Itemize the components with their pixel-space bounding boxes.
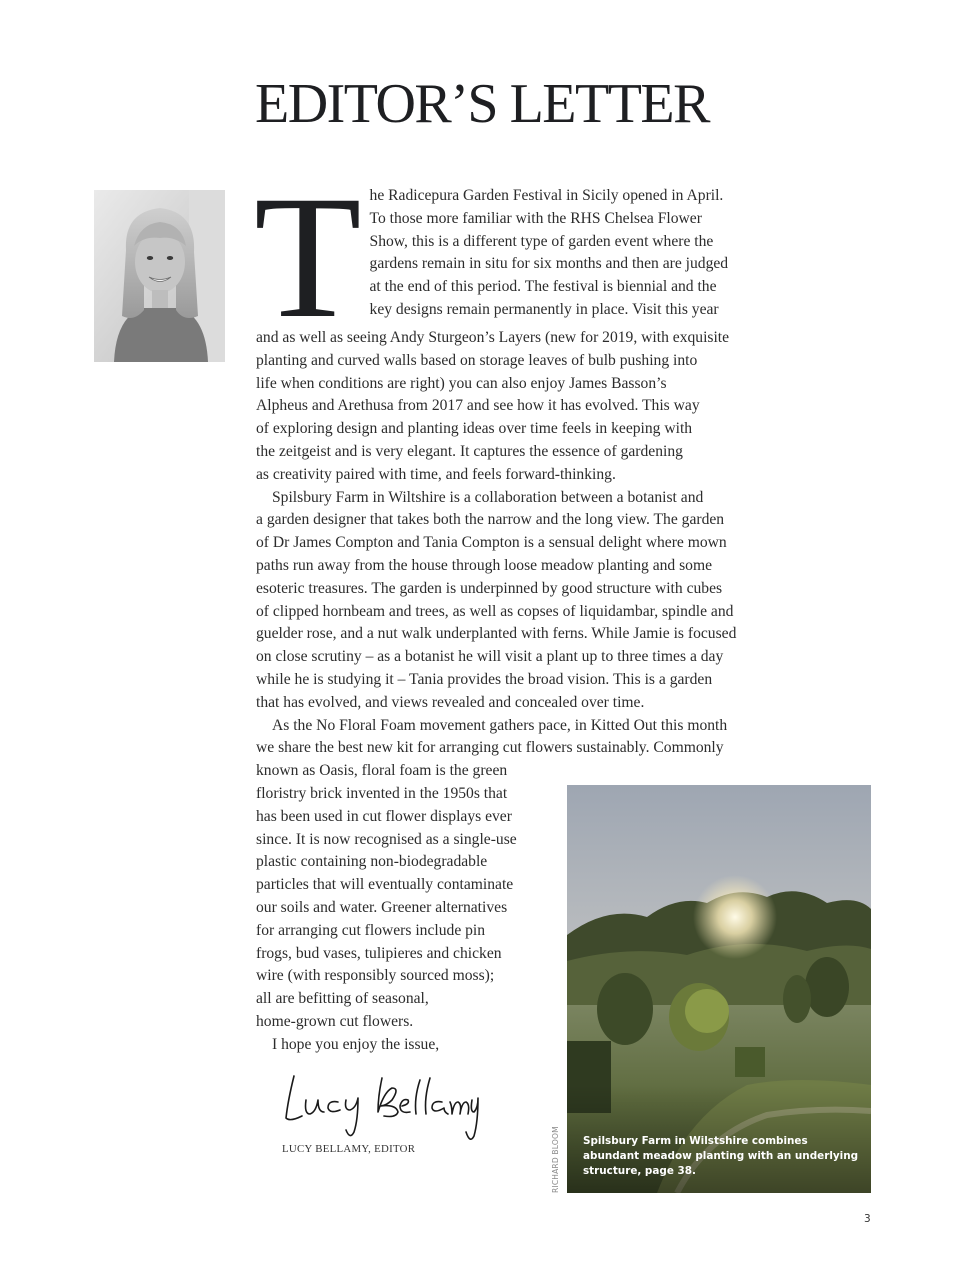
photo-caption: Spilsbury Farm in Wilstshire combines abundant meadow planting with an underlying structure, page 38. xyxy=(583,1135,859,1177)
page-number: 3 xyxy=(864,1213,871,1225)
editor-portrait xyxy=(94,190,225,362)
closing-line: I hope you enjoy the issue, xyxy=(272,1035,440,1053)
drop-cap: T xyxy=(254,160,362,355)
page-title: EDITOR’S LETTER xyxy=(255,73,709,135)
photo-credit: RICHARD BLOOM xyxy=(551,1126,560,1193)
garden-photo xyxy=(567,785,871,1193)
paragraph-2: Spilsbury Farm in Wiltshire is a collaboration between a botanist and a garden designer that takes both the narrow and the long view. The garden of Dr James Compton and Tania Compton is a sensual delight where mown paths run away from the house through loose meadow planting and some esoteric treasures. The garden is underpinned by good structure with cubes of clipped hornbeam and trees, as well as copses of liquidambar, spindle and guelder rose, and a nut walk underplanted with ferns. While Jamie is focused on close scrutiny – as a botanist he will visit a plant up to three times a day while he is studying it – Tania provides the broad vision. This is a garden that has evolved, and views revealed and concealed over time. xyxy=(256,488,737,711)
paragraph-1: The Radicepura Garden Festival in Sicily opened in April. To those more familiar with the RHS Chelsea Flower Show, this is a different type of garden event where the gardens remain in situ for six months and then are judged at the end of this period. The festival is biennial and the key designs remain permanently in place. Visit this year and as well as seeing Andy Sturgeon’s Layers (new for 2019, with exquisite planting and curved walls based on storage leaves of bulb pushing into life when conditions are right) you can also enjoy James Basson’s Alpheus and Arethusa from 2017 and see how it has evolved. This way of exploring design and planting ideas over time feels in keeping with the zeitgeist and is very elegant. It captures the essence of gardening as creativity paired with time, and feels forward-thinking. xyxy=(254,160,730,483)
signature-image xyxy=(280,1066,480,1146)
editor-name: LUCY BELLAMY, EDITOR xyxy=(282,1143,416,1155)
paragraph-3: As the No Floral Foam movement gathers pace, in Kitted Out this month we share the best new kit for arranging cut flowers sustainably. Commonly known as Oasis, floral foam is the green floristry brick invented in the 1950s that has been used in cut flower displays ever since. It is now recognised as a single-use plastic containing non-biodegradable particles that will eventually contaminate our soils and water. Greener alternatives for arranging cut flowers include pin frogs, bud vases, tulipieres and chicken wire (with responsibly sourced moss); all are befitting of seasonal, home-grown cut flowers. xyxy=(256,716,728,1030)
